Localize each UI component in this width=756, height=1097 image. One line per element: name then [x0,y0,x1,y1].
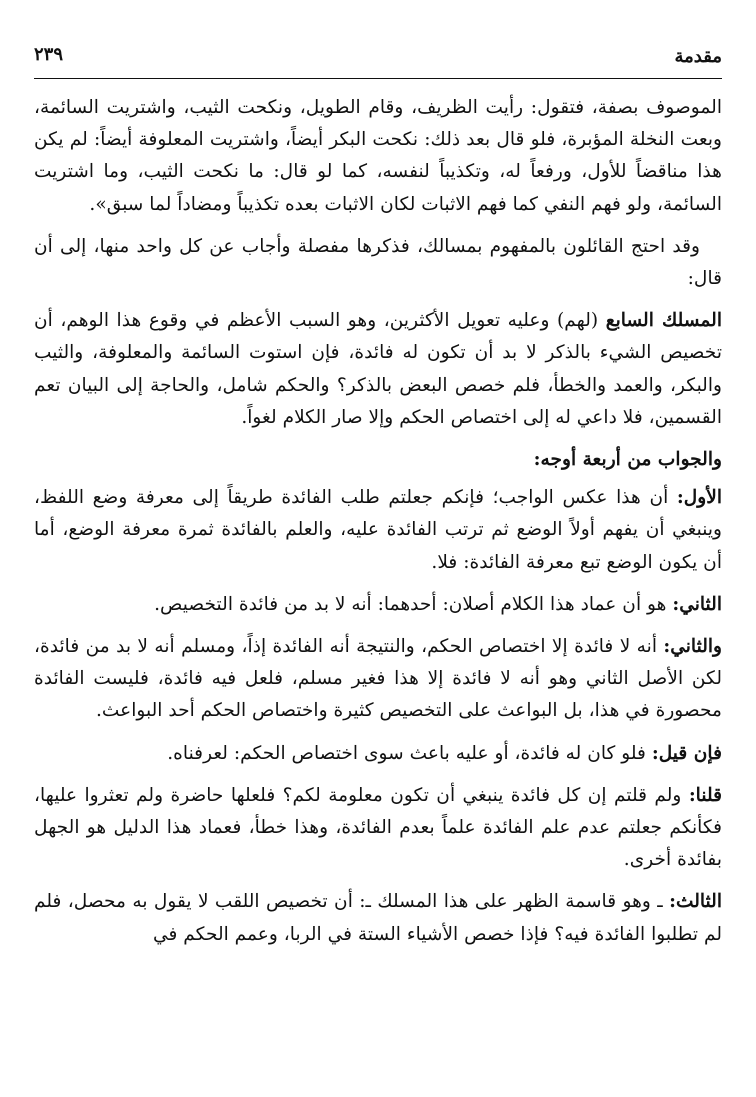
paragraph-lead: الأول: [676,487,722,509]
paragraph-text: أن هذا عكس الواجب؛ فإنكم جعلتم طلب الفائدة طريقاً إلى معرفة وضع اللفظ، وينبغي أن يفهم أولاً الوضع ثم ترتب الفائدة عليه، والعلم بالفائدة ثمرة معرفة الوضع، أما أن يكون الوضع تبع معرفة الفائدة: فلا. [34,487,722,573]
paragraph-lead: فإن قيل: [651,742,722,764]
paragraph-text: ولم قلتم إن كل فائدة ينبغي أن تكون معلومة لكم؟ فلعلها حاضرة ولم تعثروا عليها، فكأنكم جعلتم عدم علم الفائدة علماً بعدم الفائدة، وهذا خطأ، فعماد هذا الدليل هو الجهل بفائدة أخرى. [34,784,722,871]
page-number: ٢٣٩ [34,44,64,65]
paragraph-lead: المسلك السابع [605,310,723,332]
paragraph-9 [34,780,722,877]
paragraph-text: (لهم) وعليه تعويل الأكثرين، وهو السبب الأعظم في وقوع هذا الوهم، أن تخصيص الشيء بالذكر لا بد أن تكون له فائدة، فإن استوت السائمة والمعلوفة، والثيب والبكر، والعمد والخطأ، فلم خصص البعض بالذكر؟ والحكم شامل، والحاجة إلى البيان تعم القسمين، فلا داعي له إلى اختصاص الحكم وإلا صار الكلام لغواً. [34,310,722,428]
paragraph-lead: الثاني: [672,593,722,615]
paragraph-text: هو أن عماد هذا الكلام أصلان: أحدهما: أنه لا بد من فائدة التخصيص. [154,593,673,615]
heading-text: والجواب من أربعة أوجه: [533,449,722,471]
paragraph-6 [34,589,722,621]
paragraph-8 [34,738,722,770]
paragraph-5 [34,482,722,579]
paragraph-1 [34,92,722,221]
running-title: مقدمة [674,46,722,67]
paragraph-10 [34,886,722,950]
section-heading [34,444,722,476]
paragraph-lead: والثاني: [663,636,722,658]
paragraph-2 [34,231,722,295]
paragraph-3 [34,305,722,434]
paragraph-lead: الثالث: [669,891,722,913]
paragraph-7 [34,631,722,728]
paragraph-text: فلو كان له فائدة، أو عليه باعث سوى اختصاص الحكم: لعرفناه. [167,742,652,764]
paragraph-text: أنه لا فائدة إلا اختصاص الحكم، والنتيجة أنه الفائدة إذاً، ومسلم أنه لا بد من فائدة، لكن الأصل الثاني وهو أنه لا فائدة إلا هذا فغير مسلم، فلعل فيه فائدة، فليست الفائدة محصورة في هذا، بل البواعث على التخصيص كثيرة واختصاص الحكم أحد البواعث. [34,636,722,722]
paragraph-text: الموصوف بصفة، فتقول: رأيت الظريف، وقام الطويل، ونكحت الثيب، واشتريت السائمة، وبعت النخلة المؤبرة، فلو قال بعد ذلك: نكحت البكر أيضاً، واشتريت المعلوفة أيضاً: لم يكن هذا مناقضاً للأول، ورفعاً له، وتكذيباً لنفسه، كما لو قال: ما نكحت الثيب، وما اشتريت السائمة، ولو فهم النفي كما فهم الاثبات لكان الاثبات بعده تكذيباً ومضاداً لما سبق». [34,97,722,215]
page-body [34,92,722,961]
paragraph-text: وقد احتج القائلون بالمفهوم بمسالك، فذكرها مفصلة وأجاب عن كل واحد منها، إلى أن قال: [34,235,722,290]
paragraph-text: ـ وهو قاسمة الظهر على هذا المسلك ـ: أن تخصيص اللقب لا يقول به محصل، فلم لم تطلبوا الفائدة فيه؟ فإذا خصص الأشياء الستة في الربا، وعمم الحكم في [34,891,722,945]
page-header [34,40,722,79]
paragraph-lead: قلنا: [688,784,722,806]
